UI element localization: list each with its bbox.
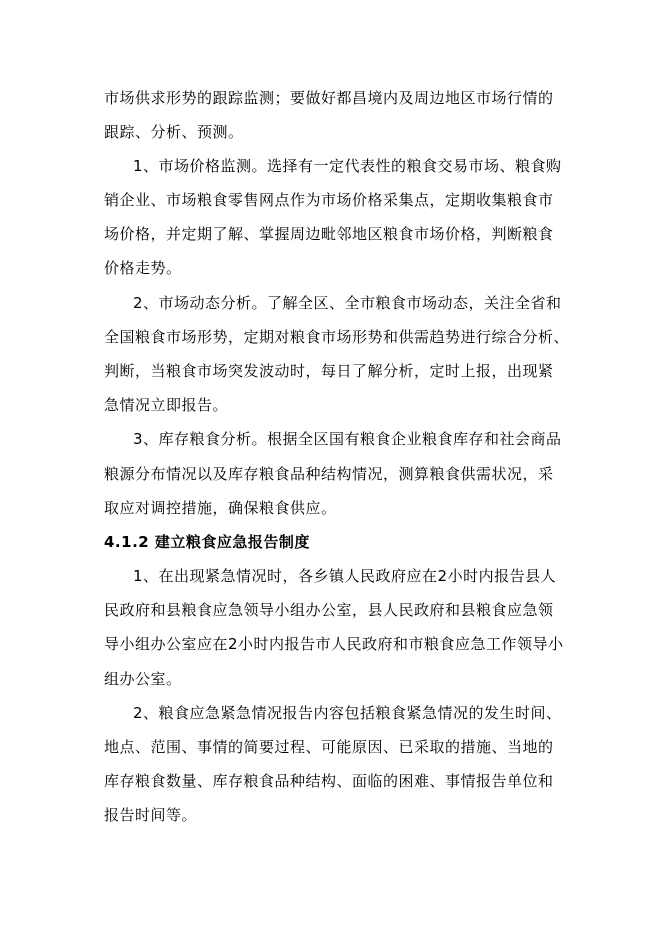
paragraph-line: 1、在出现紧急情况时，各乡镇人民政府应在2小时内报告县人 [133, 567, 557, 585]
paragraph-line: 粮源分布情况以及库存粮食品种结构情况，测算粮食供需状况，采 [104, 465, 554, 483]
paragraph-line: 3、库存粮食分析。根据全区国有粮食企业粮食库存和社会商品 [133, 430, 562, 448]
paragraph-line: 地点、范围、事情的简要过程、可能原因、已采取的措施、当地的 [104, 738, 554, 756]
section-heading: 4.1.2 建立粮食应急报告制度 [104, 533, 310, 551]
paragraph-line: 民政府和县粮食应急领导小组办公室，县人民政府和县粮食应急领 [104, 601, 554, 619]
paragraph-line: 报告时间等。 [104, 806, 198, 824]
paragraph-line: 销企业、市场粮食零售网点作为市场价格采集点，定期收集粮食市 [104, 191, 554, 209]
paragraph-line: 跟踪、分析、预测。 [104, 123, 244, 141]
paragraph-line: 1、市场价格监测。选择有一定代表性的粮食交易市场、粮食购 [133, 157, 562, 175]
paragraph-line: 场价格，并定期了解、掌握周边毗邻地区粮食市场价格，判断粮食 [104, 225, 554, 243]
paragraph-line: 组办公室。 [104, 670, 182, 688]
paragraph-line: 市场供求形势的跟踪监测；要做好都昌境内及周边地区市场行情的 [104, 89, 554, 107]
paragraph-line: 导小组办公室应在2小时内报告市人民政府和市粮食应急工作领导小 [104, 635, 564, 653]
paragraph-line: 2、市场动态分析。了解全区、全市粮食市场动态，关注全省和 [133, 294, 562, 312]
paragraph-line: 全国粮食市场形势，定期对粮食市场形势和供需趋势进行综合分析、 [104, 328, 570, 346]
paragraph-line: 2、粮食应急紧急情况报告内容包括粮食紧急情况的发生时间、 [133, 704, 562, 722]
paragraph-line: 库存粮食数量、库存粮食品种结构、面临的困难、事情报告单位和 [104, 772, 554, 790]
paragraph-line: 价格走势。 [104, 259, 182, 277]
paragraph-line: 取应对调控措施，确保粮食供应。 [104, 499, 337, 517]
paragraph-line: 急情况立即报告。 [104, 396, 229, 414]
paragraph-line: 判断，当粮食市场突发波动时，每日了解分析，定时上报，出现紧 [104, 362, 554, 380]
